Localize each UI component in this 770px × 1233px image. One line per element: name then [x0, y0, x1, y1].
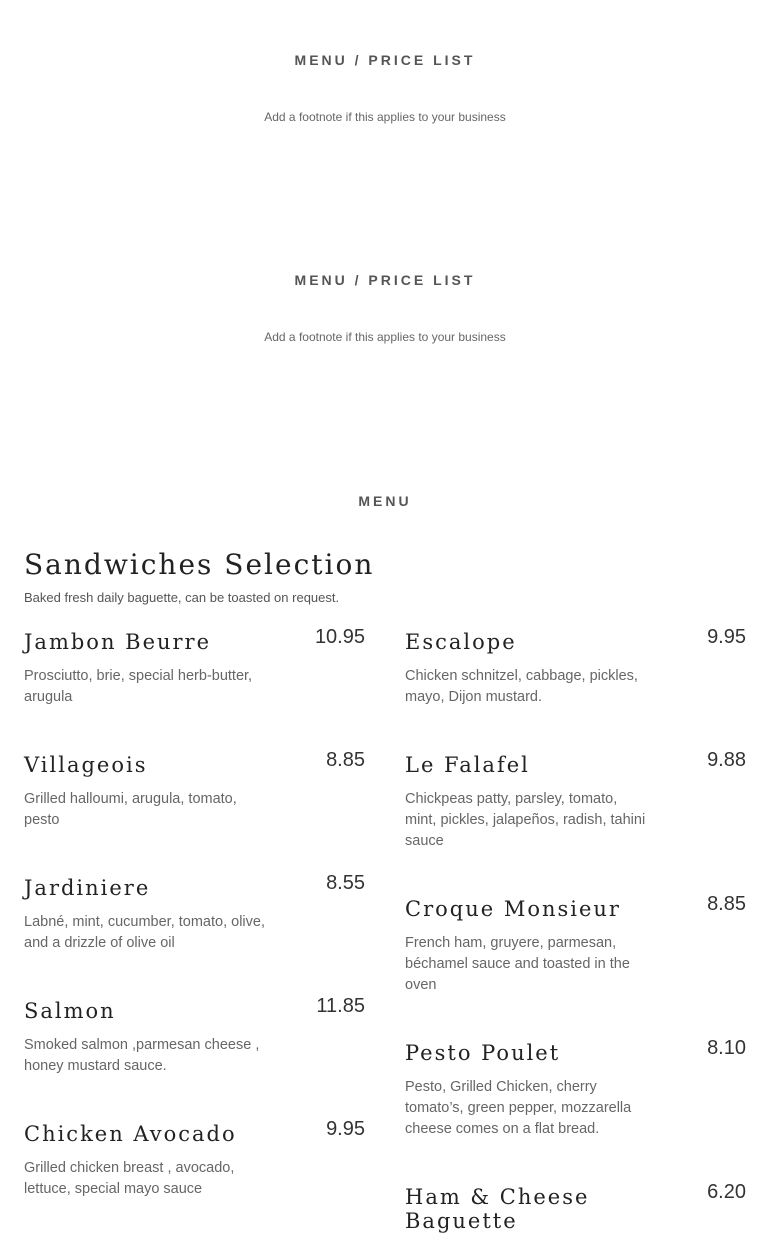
- item-name: Jambon Beurre: [24, 630, 212, 654]
- item-price: 8.55: [326, 872, 365, 894]
- block-title: MENU / PRICE LIST: [294, 272, 476, 288]
- item-price: 8.10: [707, 1037, 746, 1059]
- item-price: 9.95: [326, 1118, 365, 1140]
- block-footnote: Add a footnote if this applies to your business: [264, 110, 506, 124]
- item-price: 9.95: [707, 626, 746, 648]
- item-description: Prosciutto, brie, special herb-butter, arugula: [24, 668, 253, 705]
- item-name: Chicken Avocado: [24, 1122, 237, 1146]
- item-description: Pesto, Grilled Chicken, cherry tomato’s, green pepper, mozzarella cheese comes on a flat bread.: [405, 1079, 632, 1137]
- item-name: Jardiniere: [24, 876, 151, 900]
- menu-heading: MENU: [358, 493, 412, 509]
- item-name: Pesto Poulet: [405, 1041, 561, 1065]
- item-description: French ham, gruyere, parmesan, béchamel sauce and toasted in the oven: [405, 935, 630, 993]
- item-name: Croque Monsieur: [405, 897, 621, 921]
- item-description: Smoked salmon ,parmesan cheese , honey mustard sauce.: [24, 1037, 260, 1074]
- block-footnote: Add a footnote if this applies to your business: [264, 330, 506, 344]
- block-title: MENU / PRICE LIST: [294, 52, 476, 68]
- item-price: 8.85: [326, 749, 365, 771]
- section-subtitle: Baked fresh daily baguette, can be toasted on request.: [24, 590, 340, 605]
- item-price: 8.85: [707, 893, 746, 915]
- item-name: Escalope: [405, 630, 517, 654]
- item-description: Chicken schnitzel, cabbage, pickles, mayo, Dijon mustard.: [405, 668, 638, 705]
- item-price: 6.20: [707, 1181, 746, 1203]
- section-title: Sandwiches Selection: [24, 548, 375, 581]
- item-name: Ham & Cheese Baguette: [405, 1185, 590, 1233]
- item-price: 9.88: [707, 749, 746, 771]
- item-description: Chickpeas patty, parsley, tomato, mint, pickles, jalapeños, radish, tahini sauce: [405, 791, 646, 849]
- item-description: Grilled chicken breast , avocado, lettuce, special mayo sauce: [24, 1160, 235, 1197]
- item-name: Villageois: [24, 753, 148, 777]
- item-description: Labné, mint, cucumber, tomato, olive, and a drizzle of olive oil: [24, 914, 265, 951]
- item-price: 10.95: [314, 626, 365, 648]
- item-name: Salmon: [24, 999, 116, 1023]
- item-price: 11.85: [316, 995, 365, 1017]
- item-name: Le Falafel: [405, 753, 530, 777]
- item-description: Grilled halloumi, arugula, tomato, pesto: [24, 791, 237, 828]
